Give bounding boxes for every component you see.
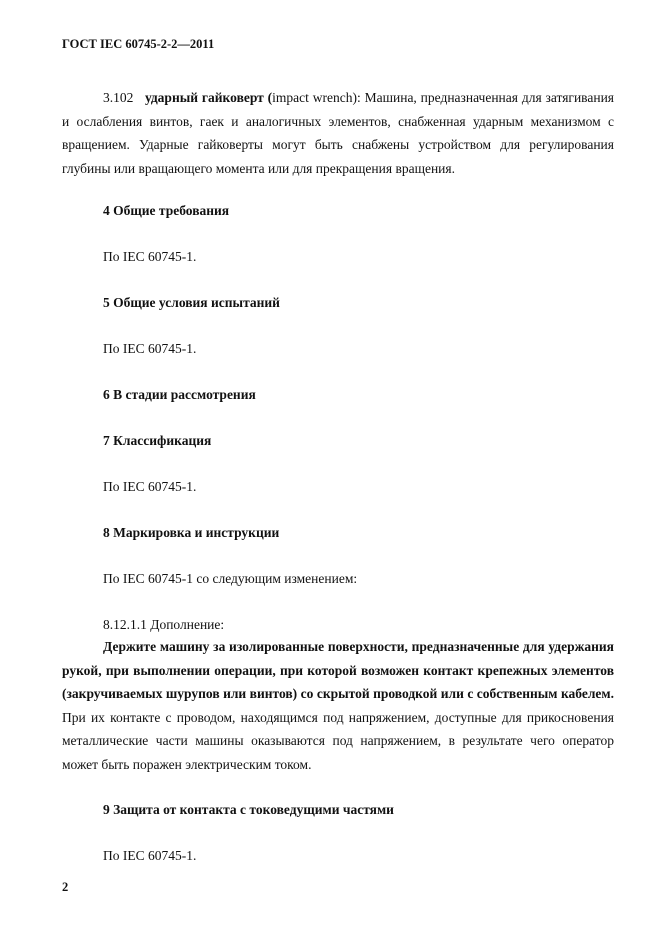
section-8-subclause: 8.12.1.1 Дополнение: (103, 617, 225, 632)
section-6-title: 6 В стадии рассмотрения (103, 387, 256, 402)
document-header: ГОСТ IEC 60745-2-2—2011 (62, 37, 215, 51)
section-5-title: 5 Общие условия испытаний (103, 295, 280, 310)
section-8-warning-rest: При их контакте с проводом, находящимся под напряжением, доступные для прикосновения металлические части машины оказываются под напряжением, в результате чего оператор может быть поражен электрическим током. (62, 709, 614, 772)
page-number: 2 (62, 880, 69, 894)
section-9-title: 9 Защита от контакта с токоведущими частями (103, 802, 394, 817)
section-8-title: 8 Маркировка и инструкции (103, 525, 280, 540)
definition-number: 3.102 (103, 90, 134, 105)
section-5-text: По IEC 60745-1. (103, 341, 197, 356)
section-4-text: По IEC 60745-1. (103, 249, 197, 264)
definition-text: ): Машина, предназначенная для затягивания и ослабления винтов, гаек и аналогичных элементов, снабженная ударным механизмом с вращением. Ударные гайковерты могут быть снабжены устройством для регулирования глубины или вращающего момента или для прекращения вращения. (62, 90, 615, 176)
section-7-text: По IEC 60745-1. (103, 479, 197, 494)
section-9-text: По IEC 60745-1. (103, 848, 197, 863)
definition-term: ударный гайковерт ( (144, 90, 273, 105)
definition-3-102 (62, 86, 614, 180)
section-7-title: 7 Классификация (103, 433, 212, 448)
section-8-warning (62, 635, 614, 776)
section-8-warning-bold: Держите машину за изолированные поверхности, предназначенные для удержания рукой, при выполнении операции, при которой возможен контакт крепежных элементов (закручиваемых шурупов или винтов) со скрытой проводкой или с собственным кабелем. (62, 639, 614, 701)
definition-term-en: impact wrench (272, 90, 353, 105)
section-4-title: 4 Общие требования (103, 203, 230, 218)
section-8-text: По IEC 60745-1 со следующим изменением: (103, 571, 358, 586)
